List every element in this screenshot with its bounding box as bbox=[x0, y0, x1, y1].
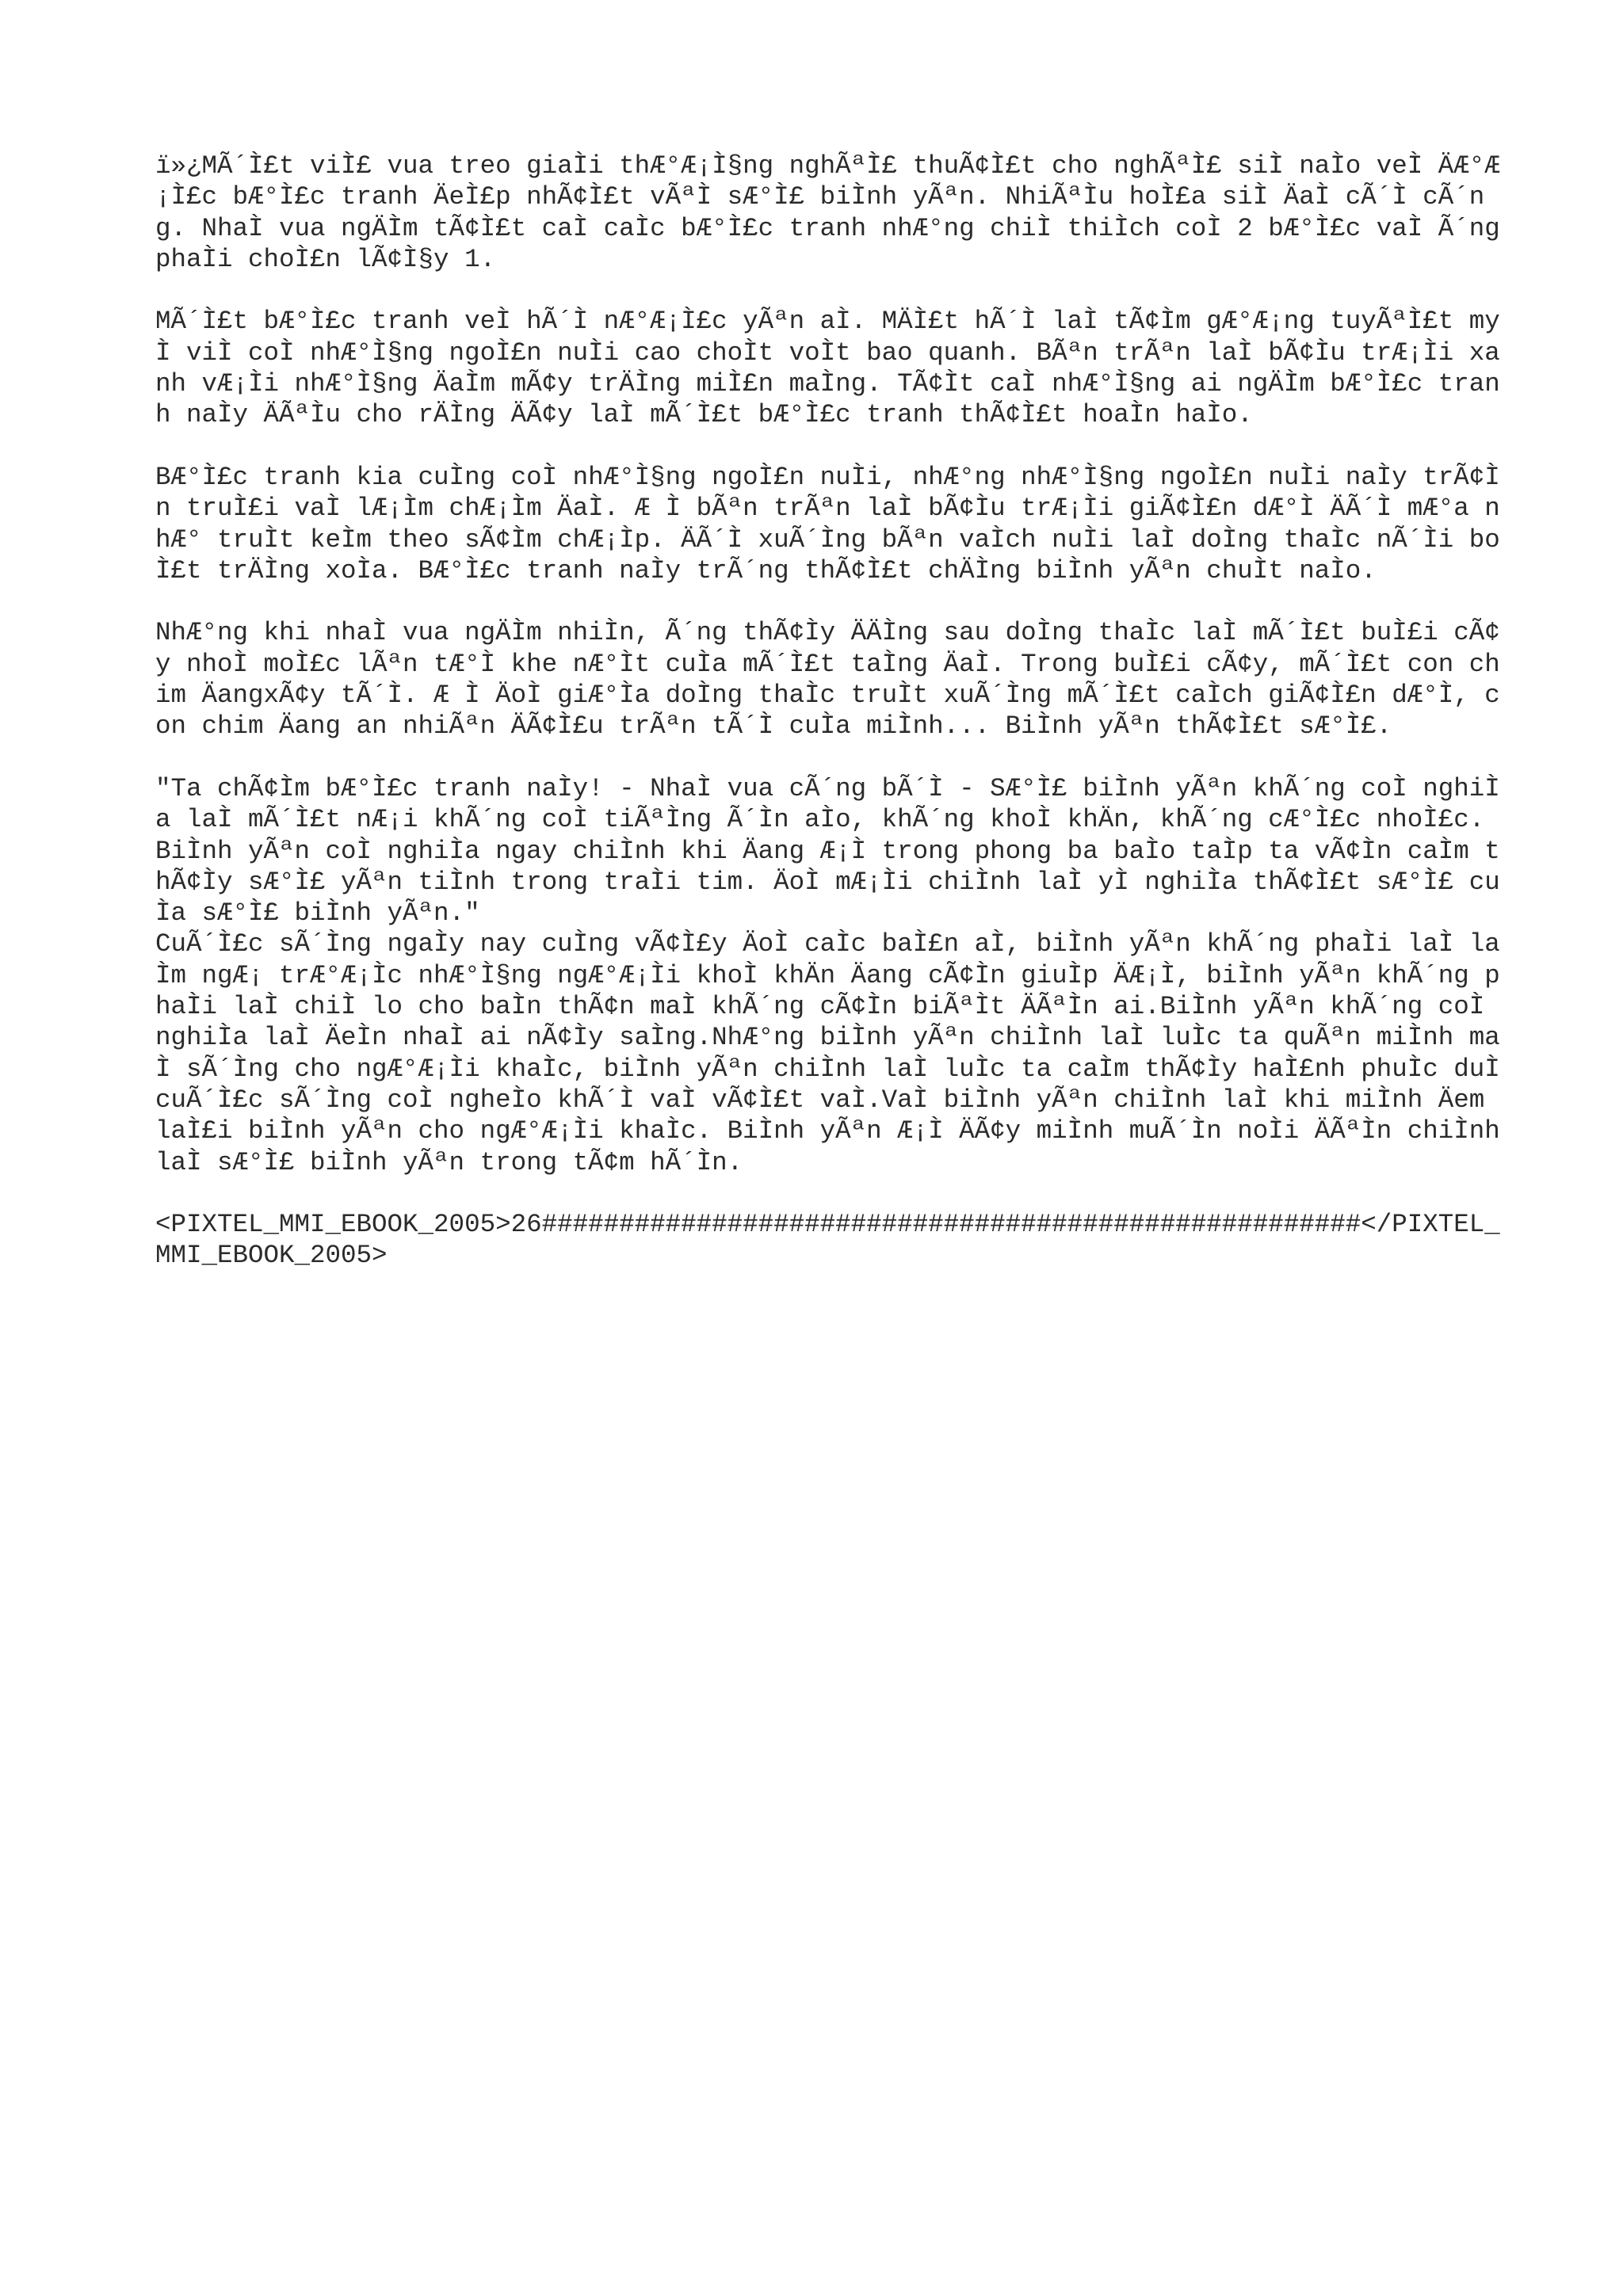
document-page bbox=[155, 151, 1516, 1272]
ebook-footer-tag: <PIXTEL_MMI_EBOOK_2005>26#####################################################</PIXTEL_MMI_EBOOK_2005> bbox=[155, 1210, 1500, 1271]
paragraph-6: CuÃ´Ì£c sÃ´Ìng ngaÌy nay cuÌng vÃ¢Ì£y ÄoÌ caÌc baÌ£n aÌ, biÌnh yÃªn khÃ´ng phaÌi laÌ laÌm ngÆ¡ trÆ°Æ¡Ìc nhÆ°Ì§ng ngÆ°Æ¡Ìi khoÌ khÄn Äang cÃ¢Ìn giuÌp ÄÆ¡Ì, biÌnh yÃªn khÃ´ng phaÌi laÌ chiÌ lo cho baÌn thÃ¢n maÌ khÃ´ng cÃ¢Ìn biÃªÌt ÄÃªÌn ai.BiÌnh yÃªn khÃ´ng coÌ nghiÌa laÌ ÄeÌn nhaÌ ai nÃ¢Ìy saÌng.NhÆ°ng biÌnh yÃªn chiÌnh laÌ luÌc ta quÃªn miÌnh maÌ sÃ´Ìng cho ngÆ°Æ¡Ìi khaÌc, biÌnh yÃªn chiÌnh laÌ luÌc ta caÌm thÃ¢Ìy haÌ£nh phuÌc duÌ cuÃ´Ì£c sÃ´Ìng coÌ ngheÌo khÃ´Ì vaÌ vÃ¢Ì£t vaÌ.VaÌ biÌnh yÃªn chiÌnh laÌ khi miÌnh Äem laÌ£i biÌnh yÃªn cho ngÆ°Æ¡Ìi khaÌc. BiÌnh yÃªn Æ¡Ì ÄÃ¢y miÌnh muÃ´Ìn noÌi ÄÃªÌn chiÌnh laÌ sÆ°Ì£ biÌnh yÃªn trong tÃ¢m hÃ´Ìn. bbox=[155, 929, 1516, 1177]
paragraph-3: BÆ°Ì£c tranh kia cuÌng coÌ nhÆ°Ì§ng ngoÌ£n nuÌi, nhÆ°ng nhÆ°Ì§ng ngoÌ£n nuÌi naÌy trÃ¢Ìn truÌ£i vaÌ lÆ¡Ìm chÆ¡Ìm ÄaÌ. Æ Ì bÃªn trÃªn laÌ bÃ¢Ìu trÆ¡Ìi giÃ¢Ì£n dÆ°Ì ÄÃ´Ì mÆ°a nhÆ° truÌt keÌm theo sÃ¢Ìm chÆ¡Ìp. ÄÃ´Ì xuÃ´Ìng bÃªn vaÌch nuÌi laÌ doÌng thaÌc nÃ´Ìi boÌ£t trÄÌng xoÌa. BÆ°Ì£c tranh naÌy trÃ´ng thÃ¢Ì£t chÄÌng biÌnh yÃªn chuÌt naÌo. bbox=[155, 462, 1500, 585]
paragraph-2: MÃ´Ì£t bÆ°Ì£c tranh veÌ hÃ´Ì nÆ°Æ¡Ì£c yÃªn aÌ. MÄÌ£t hÃ´Ì laÌ tÃ¢Ìm gÆ°Æ¡ng tuyÃªÌ£t myÌ viÌ coÌ nhÆ°Ì§ng ngoÌ£n nuÌi cao choÌt voÌt bao quanh. BÃªn trÃªn laÌ bÃ¢Ìu trÆ¡Ìi xanh vÆ¡Ìi nhÆ°Ì§ng ÄaÌm mÃ¢y trÄÌng miÌ£n maÌng. TÃ¢Ìt caÌ nhÆ°Ì§ng ai ngÄÌm bÆ°Ì£c tranh naÌy ÄÃªÌu cho rÄÌng ÄÃ¢y laÌ mÃ´Ì£t bÆ°Ì£c tranh thÃ¢Ì£t hoaÌn haÌo. bbox=[155, 307, 1500, 430]
paragraph-quote: "Ta chÃ¢Ìm bÆ°Ì£c tranh naÌy! - NhaÌ vua cÃ´ng bÃ´Ì - SÆ°Ì£ biÌnh yÃªn khÃ´ng coÌ nghiÌa laÌ mÃ´Ì£t nÆ¡i khÃ´ng coÌ tiÃªÌng Ã´Ìn aÌo, khÃ´ng khoÌ khÄn, khÃ´ng cÆ°Ì£c nhoÌ£c. BiÌnh yÃªn coÌ nghiÌa ngay chiÌnh khi Äang Æ¡Ì trong phong ba baÌo taÌp ta vÃ¢Ìn caÌm thÃ¢Ìy sÆ°Ì£ yÃªn tiÌnh trong traÌi tim. ÄoÌ mÆ¡Ìi chiÌnh laÌ yÌ nghiÌa thÃ¢Ì£t sÆ°Ì£ cuÌa sÆ°Ì£ biÌnh yÃªn." bbox=[155, 773, 1500, 929]
paragraph-1: ï»¿MÃ´Ì£t viÌ£ vua treo giaÌi thÆ°Æ¡Ì§ng nghÃªÌ£ thuÃ¢Ì£t cho nghÃªÌ£ siÌ naÌo veÌ ÄÆ°Æ¡Ì£c bÆ°Ì£c tranh ÄeÌ£p nhÃ¢Ì£t vÃªÌ sÆ°Ì£ biÌnh yÃªn. NhiÃªÌu hoÌ£a siÌ ÄaÌ cÃ´Ì cÃ´ng. NhaÌ vua ngÄÌm tÃ¢Ì£t caÌ caÌc bÆ°Ì£c tranh nhÆ°ng chiÌ thiÌch coÌ 2 bÆ°Ì£c vaÌ Ã´ng phaÌi choÌ£n lÃ¢Ì§y 1. bbox=[155, 151, 1516, 274]
paragraph-4: NhÆ°ng khi nhaÌ vua ngÄÌm nhiÌn, Ã´ng thÃ¢Ìy ÄÄÌng sau doÌng thaÌc laÌ mÃ´Ì£t buÌ£i cÃ¢y nhoÌ moÌ£c lÃªn tÆ°Ì khe nÆ°Ìt cuÌa mÃ´Ì£t taÌng ÄaÌ. Trong buÌ£i cÃ¢y, mÃ´Ì£t con chim ÄangxÃ¢y tÃ´Ì. Æ Ì ÄoÌ giÆ°Ìa doÌng thaÌc truÌt xuÃ´Ìng mÃ´Ì£t caÌch giÃ¢Ì£n dÆ°Ì, con chim Äang an nhiÃªn ÄÃ¢Ì£u trÃªn tÃ´Ì cuÌa miÌnh... BiÌnh yÃªn thÃ¢Ì£t sÆ°Ì£. bbox=[155, 618, 1500, 742]
